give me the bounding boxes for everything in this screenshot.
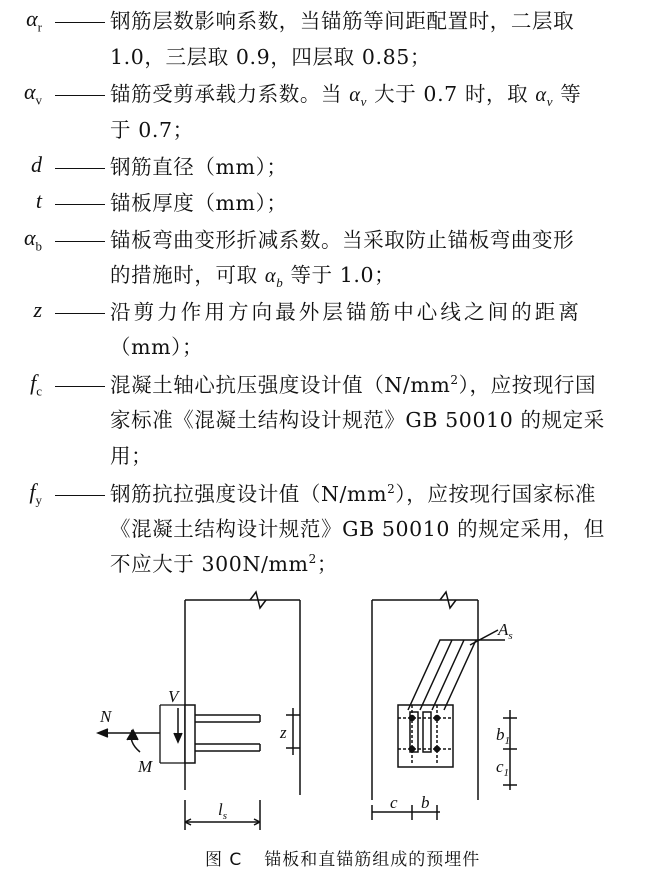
symbol-alpha-b: $\alpha_b$ [23,225,42,254]
label-V: V [168,687,179,706]
as-leader [470,630,498,645]
label-b1: $b_1$ [496,725,510,747]
def-alpha-v-line2: 于 0.7； [110,118,194,142]
symbol-alpha-v: $\alpha_v$ [23,79,42,108]
def-alpha-r-line2: 1.0，三层取 0.9，四层取 0.85； [110,45,431,69]
symbol-fc: $f_c$ [30,370,42,399]
right-anchor-bars [408,640,505,710]
label-b: b [421,793,430,812]
def-alpha-b-line2: 的措施时，可取 $\alpha_b$ 等于 1.0； [110,263,396,291]
label-ls: $l_s$ [218,800,228,822]
def-fy-line1: 钢筋抗拉强度设计值$(N/mm^2)$，应按现行国家标准 [110,482,597,506]
label-M: M [138,757,153,776]
z-dimension [286,708,300,755]
c-b-dimension [372,805,440,820]
def-fy-line2: 《混凝土结构设计规范》GB 50010 的规定采用，但 [110,517,605,541]
left-anchor-bar-bottom [195,744,260,751]
label-z: z [280,723,287,742]
label-As: $A_s$ [498,620,513,642]
label-c: c [390,793,398,812]
left-anchor-bar-top [195,715,260,722]
def-fy-line3: 不应大于 $300N/mm^2$； [110,552,338,576]
symbol-d: d [31,152,42,177]
figure-caption: 图 C 锚板和直锚筋组成的预埋件 [205,850,481,870]
def-z-line1: 沿剪力作用方向最外层锚筋中心线之间的距离 [110,300,582,324]
def-d: 钢筋直径（mm）； [110,155,288,179]
symbol-t: t [35,188,42,213]
def-t: 锚板厚度（mm）； [110,191,288,215]
label-c1: $c_1$ [496,757,510,779]
def-fc-line2: 家标准《混凝土结构设计规范》GB 50010 的规定采 [110,408,605,432]
symbol-alpha-r: $\alpha_r$ [26,6,42,35]
def-fc-line1: 混凝土轴心抗压强度设计值$(N/mm^2)$，应按现行国 [110,373,597,397]
left-anchor-plate [185,705,195,763]
label-N: N [100,707,112,726]
def-alpha-v-line1: 锚筋受剪承载力系数。当 $\alpha_v$ 大于 0.7 时，取 $\alpha_v$ 等 [110,82,582,110]
def-alpha-r-line1: 钢筋层数影响系数，当锚筋等间距配置时，二层取 [110,9,575,33]
symbol-z: z [33,297,42,322]
left-member-outline [185,600,300,795]
symbol-fy: $f_y$ [29,479,42,508]
def-fc-line3: 用； [110,444,153,468]
def-alpha-b-line1: 锚板弯曲变形折减系数。当采取防止锚板弯曲变形 [110,228,575,252]
def-z-line2: （mm）； [110,335,204,359]
